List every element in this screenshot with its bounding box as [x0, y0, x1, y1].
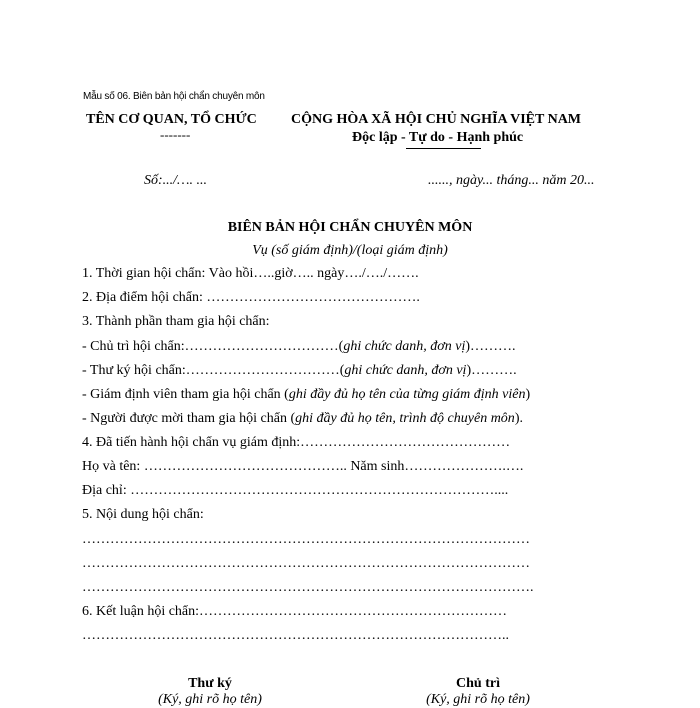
name-line: Họ và tên: …………………………………….. Năm sinh………………….….: [82, 459, 524, 474]
invited-prefix: - Người được mời tham gia hội chẩn (: [82, 411, 296, 426]
secretary-signature-title: Thư ký: [188, 676, 232, 691]
secretary-note: ghi chức danh, đơn vị: [344, 363, 467, 378]
content-dotted-line: ……………………………………………………………………………………: [82, 556, 530, 571]
organization-name: TÊN CƠ QUAN, TỔ CHỨC: [86, 112, 257, 127]
nation-heading: CỘNG HÒA XÃ HỘI CHỦ NGHĨA VIỆT NAM: [291, 112, 582, 127]
examiner-suffix: ): [525, 387, 531, 402]
examiner-note: ghi đầy đủ họ tên của từng giám định viên: [288, 387, 526, 402]
content-dotted-line: ……………………………………………………………………………………: [82, 532, 530, 547]
content-dotted-line: …………………………………………………………………………………….: [82, 580, 534, 595]
motto-underline: [406, 148, 481, 149]
document-title: BIÊN BẢN HỘI CHẨN CHUYÊN MÔN: [227, 220, 473, 235]
time-line: 1. Thời gian hội chẩn: Vào hồi…..giờ….. ngày…./…./…….: [82, 266, 419, 281]
secretary-suffix: )……….: [466, 363, 517, 378]
location-line: 2. Địa điểm hội chẩn: ……………………………………….: [82, 290, 420, 305]
form-number: Mẫu số 06. Biên bản hội chẩn chuyên môn: [83, 91, 265, 102]
document-number: Số:.../…. ...: [144, 173, 207, 188]
address-line: Địa chỉ: ……………………………………………………………………....: [82, 483, 509, 498]
conclusion-line: 6. Kết luận hội chẩn:…………………………………………………………: [82, 604, 508, 619]
invited-note: ghi đầy đủ họ tên, trình độ chuyên môn: [295, 411, 515, 426]
participants-heading: 3. Thành phần tham gia hội chẩn:: [82, 314, 270, 329]
chair-prefix: - Chủ trì hội chẩn:……………………………(: [82, 339, 344, 354]
examiner-line: [82, 387, 530, 403]
invited-suffix: ).: [514, 411, 523, 426]
chair-suffix: )……….: [465, 339, 516, 354]
content-heading: 5. Nội dung hội chẩn:: [82, 507, 204, 522]
document-subtitle: Vụ (số giám định)/(loại giám định): [252, 243, 448, 258]
conclusion-dotted-line: ………………………………………………………………………………..: [82, 628, 509, 643]
chair-note: ghi chức danh, đơn vị: [343, 339, 466, 354]
place-and-date: ......, ngày... tháng... năm 20...: [428, 173, 595, 188]
organization-rule: -------: [160, 127, 191, 142]
secretary-prefix: - Thư ký hội chẩn:……………………………(: [82, 363, 345, 378]
invited-line: [82, 411, 523, 427]
secretary-signature-note: (Ký, ghi rõ họ tên): [158, 692, 262, 707]
examiner-prefix: - Giám định viên tham gia hội chẩn (: [82, 387, 289, 402]
chair-line: [82, 339, 516, 355]
motto: Độc lập - Tự do - Hạnh phúc: [352, 130, 524, 145]
chair-signature-note: (Ký, ghi rõ họ tên): [426, 692, 530, 707]
secretary-line: [82, 363, 517, 379]
chair-signature-title: Chủ trì: [456, 676, 500, 691]
case-line: 4. Đã tiến hành hội chẩn vụ giám định:………………………………………: [82, 435, 511, 450]
